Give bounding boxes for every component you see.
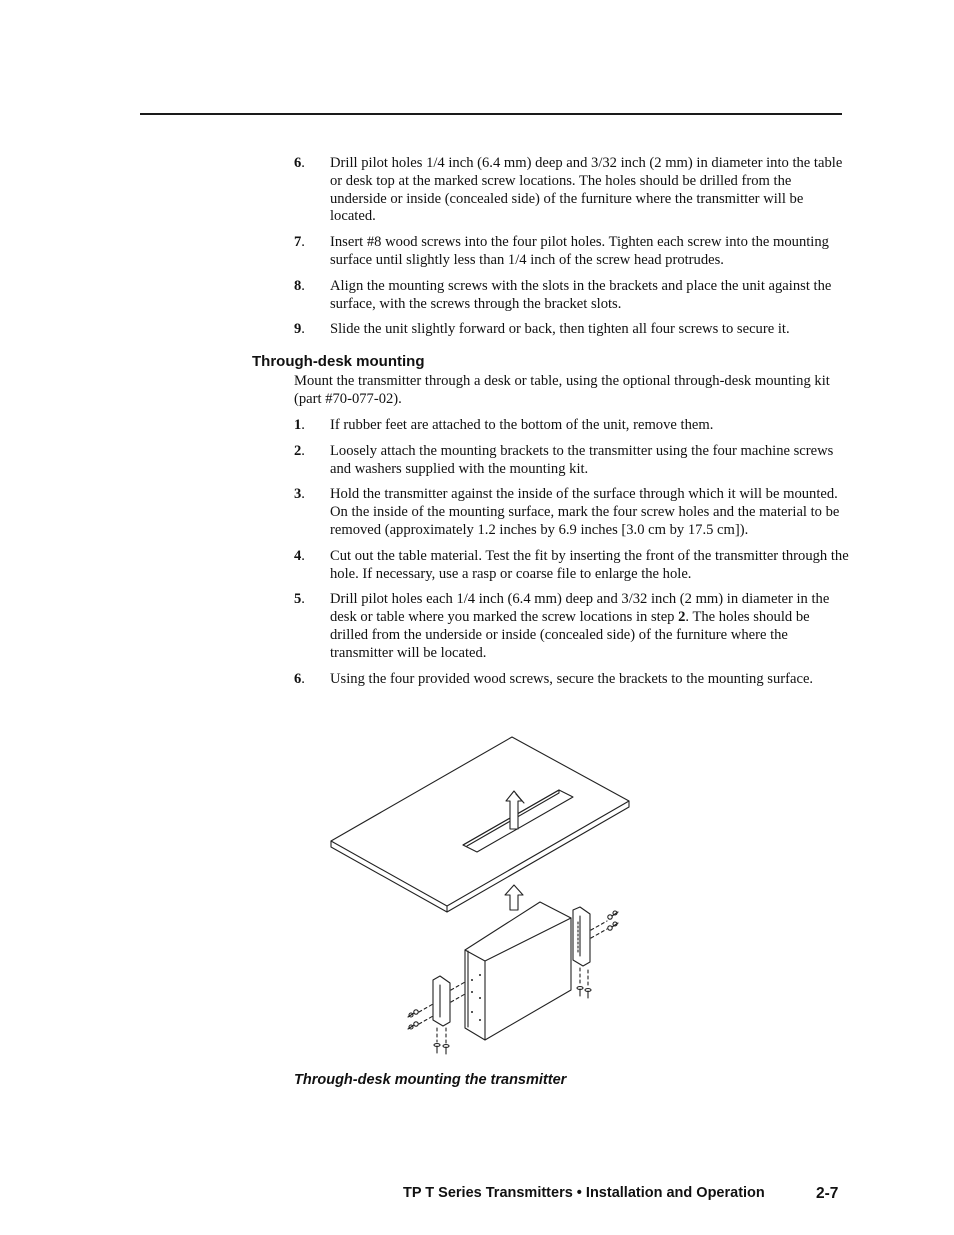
step-text: If rubber feet are attached to the bottom of the unit, remove them. bbox=[330, 417, 714, 433]
step-text: Drill pilot holes 1/4 inch (6.4 mm) deep and 3/32 inch (2 mm) in diameter into the table or desk top at the marked screw locations. The holes should be drilled from the underside or inside (concealed side) of the furniture where the transmitter will be located. bbox=[330, 155, 843, 225]
step-text: Cut out the table material. Test the fit by inserting the front of the transmitter through the hole. If necessary, use a rasp or coarse file to enlarge the hole. bbox=[330, 547, 849, 582]
arrow-up-icon bbox=[505, 885, 523, 910]
step-number: 5 bbox=[294, 591, 302, 608]
step-number: 6 bbox=[294, 155, 302, 171]
list-item: 7. Insert #8 wood screws into the four pilot holes. Tighten each screw into the mounting surface until slightly less than 1/4 inch of the screw head protrudes. bbox=[294, 234, 850, 270]
section-heading: Through-desk mounting bbox=[252, 353, 425, 370]
step-number: 9 bbox=[294, 321, 302, 338]
list-item: 9. Slide the unit slightly forward or back, then tighten all four screws to secure it. bbox=[294, 321, 850, 339]
figure-caption: Through-desk mounting the transmitter bbox=[294, 1072, 567, 1088]
step-number: 7 bbox=[294, 234, 302, 251]
step-text: Using the four provided wood screws, secure the brackets to the mounting surface. bbox=[330, 670, 814, 687]
transmitter-unit bbox=[465, 902, 571, 1040]
step-text: Drill pilot holes each 1/4 inch (6.4 mm) deep and 3/32 inch (2 mm) in diameter in the desk or table where you marked the screw locations in step 2. The holes should be drilled from the underside or inside (concealed side) of the furniture where the transmitter will be located. bbox=[330, 591, 830, 661]
list-item: 2. Loosely attach the mounting brackets to the transmitter using the four machine screws and washers supplied with the mounting kit. bbox=[294, 443, 850, 479]
step-reference: 2 bbox=[678, 609, 686, 626]
step-text: Insert #8 wood screws into the four pilot holes. Tighten each screw into the mounting surface until slightly less than 1/4 inch of the screw head protrudes. bbox=[330, 234, 829, 268]
mounting-bracket-right bbox=[573, 907, 590, 966]
list-item: 8. Align the mounting screws with the slots in the brackets and place the unit against the surface, with the screws through the bracket slots. bbox=[294, 278, 850, 314]
step-number: 6 bbox=[294, 670, 302, 687]
list-item: 5. Drill pilot holes each 1/4 inch (6.4 mm) deep and 3/32 inch (2 mm) in diameter in the desk or table where you marked the screw locations in step 2. The holes should be drilled from the underside or inside (concealed side) of the furniture where the transmitter will be located. bbox=[294, 591, 850, 662]
page-number: 2-7 bbox=[816, 1185, 839, 1202]
list-item: 4. Cut out the table material. Test the fit by inserting the front of the transmitter through the hole. If necessary, use a rasp or coarse file to enlarge the hole. bbox=[294, 547, 849, 582]
footer-title: TP T Series Transmitters • Installation and Operation bbox=[403, 1185, 765, 1201]
step-number: 4 bbox=[294, 547, 302, 564]
step-text: Slide the unit slightly forward or back, then tighten all four screws to secure it. bbox=[330, 321, 790, 338]
list-item: 6. Drill pilot holes 1/4 inch (6.4 mm) deep and 3/32 inch (2 mm) in diameter into the table or desk top at the marked screw locations. The holes should be drilled from the underside or inside (concealed side) of the furniture where the transmitter will be located. bbox=[294, 155, 850, 226]
step-text: Hold the transmitter against the inside of the surface through which it will be mounted. On the inside of the mounting surface, mark the four screw holes and the material to be removed (approximately 1.2 inches by 6.9 inches [3.0 cm by 17.5 cm]). bbox=[330, 486, 840, 538]
step-text: Loosely attach the mounting brackets to the transmitter using the four machine screws and washers supplied with the mounting kit. bbox=[330, 442, 834, 477]
desk-panel-top bbox=[331, 737, 629, 906]
step-text: Align the mounting screws with the slots in the brackets and place the unit against the surface, with the screws through the bracket slots. bbox=[330, 277, 832, 312]
list-item: 6. Using the four provided wood screws, secure the brackets to the mounting surface. bbox=[294, 671, 850, 689]
list-item: 1. If rubber feet are attached to the bottom of the unit, remove them. bbox=[294, 417, 850, 435]
step-number: 8 bbox=[294, 277, 302, 294]
mounting-bracket-left bbox=[433, 976, 450, 1026]
list-item: 3. Hold the transmitter against the inside of the surface through which it will be mounted. On the inside of the mounting surface, mark the four screw holes and the material to be removed (approximately 1.2 inches by 6.9 inches [3.0 cm by 17.5 cm]). bbox=[294, 486, 850, 539]
step-number: 3 bbox=[294, 486, 302, 503]
section-intro: Mount the transmitter through a desk or table, using the optional through-desk mounting kit (part #70-077-02). bbox=[294, 373, 830, 407]
step-number: 2 bbox=[294, 442, 302, 459]
step-number: 1 bbox=[294, 417, 302, 433]
